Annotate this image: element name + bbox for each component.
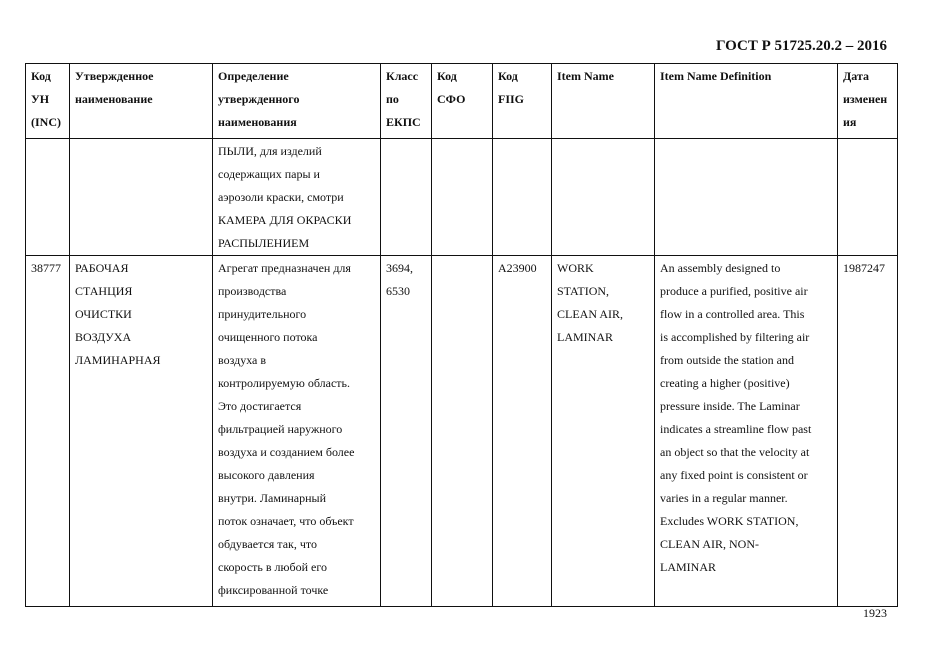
cell-text-line: 38777 [31, 261, 61, 275]
cell-text-line: Это достигается [218, 399, 302, 413]
cell-text-line: принудительного [218, 307, 307, 321]
nomenclature-table [25, 63, 898, 607]
table-row [26, 139, 898, 256]
cell-text-line: any fixed point is consistent or [660, 468, 808, 482]
cell-text-line: is accomplished by filtering air [660, 330, 810, 344]
cell-inc [26, 256, 70, 607]
cell-ekps-class [381, 256, 432, 607]
cell-text-line: фиксированной точке [218, 583, 329, 597]
cell-definition [213, 139, 381, 256]
cell-text-line: LAMINAR [557, 330, 613, 344]
cell-item-name-definition [655, 139, 838, 256]
cell-text-line: Код [437, 69, 457, 83]
table-row [26, 256, 898, 607]
document-title: ГОСТ Р 51725.20.2 – 2016 [715, 38, 887, 54]
cell-text-line: ЛАМИНАРНАЯ [75, 353, 161, 367]
cell-text-line: ПЫЛИ, для изделий [218, 144, 322, 158]
cell-change-date [838, 139, 898, 256]
cell-text-line: (INC) [31, 115, 61, 129]
cell-text-line: СТАНЦИЯ [75, 284, 133, 298]
cell-text-line: an object so that the velocity at [660, 445, 810, 459]
cell-text-line: An assembly designed to [660, 261, 781, 275]
cell-text-line: creating a higher (positive) [660, 376, 790, 390]
cell-fiig-code [493, 139, 552, 256]
header-cell-item-name [552, 64, 655, 139]
cell-text-line: Дата [843, 69, 869, 83]
cell-text-line: Определение [218, 69, 289, 83]
cell-text-line: Item Name [557, 69, 614, 83]
table-header-row [26, 64, 898, 139]
header-cell-definition [213, 64, 381, 139]
cell-text-line: производства [218, 284, 287, 298]
cell-text-line: изменен [843, 92, 888, 106]
cell-definition [213, 256, 381, 607]
cell-item-name [552, 139, 655, 256]
cell-text-line: Item Name Definition [660, 69, 772, 83]
cell-text-line: A23900 [498, 261, 537, 275]
cell-approved-name [70, 139, 213, 256]
cell-inc [26, 139, 70, 256]
cell-text-line: обдувается так, что [218, 537, 317, 551]
cell-text-line: pressure inside. The Laminar [660, 399, 800, 413]
cell-text-line: Код [498, 69, 518, 83]
cell-text-line: контролируемую область. [218, 376, 351, 390]
header-cell-fiig-code [493, 64, 552, 139]
header-cell-inc [26, 64, 70, 139]
cell-text-line: аэрозоли краски, смотри [218, 190, 344, 204]
cell-text-line: воздуха в [218, 353, 267, 367]
cell-text-line: ия [843, 115, 857, 129]
cell-text-line: внутри. Ламинарный [218, 491, 327, 505]
cell-text-line: ОЧИСТКИ [75, 307, 132, 321]
cell-text-line: WORK [557, 261, 594, 275]
cell-ekps-class [381, 139, 432, 256]
cell-text-line: фильтрацией наружного [218, 422, 343, 436]
cell-text-line: СФО [437, 92, 466, 106]
cell-text-line: Утвержденное [75, 69, 154, 83]
cell-text-line: высокого давления [218, 468, 315, 482]
cell-text-line: поток означает, что объект [218, 514, 354, 528]
cell-text-line: Excludes WORK STATION, [660, 514, 799, 528]
cell-text-line: ЕКПС [386, 115, 421, 129]
cell-text-line: УН [31, 92, 50, 106]
cell-text-line: STATION, [557, 284, 610, 298]
cell-text-line: Агрегат предназначен для [218, 261, 351, 275]
cell-fiig-code [493, 256, 552, 607]
cell-text-line: наименования [218, 115, 297, 129]
cell-approved-name [70, 256, 213, 607]
cell-text-line: по [386, 92, 399, 106]
cell-sfo-code [432, 256, 493, 607]
cell-text-line: indicates a streamline flow past [660, 422, 812, 436]
cell-text-line: РАБОЧАЯ [75, 261, 129, 275]
cell-text-line: LAMINAR [660, 560, 716, 574]
cell-text-line: 6530 [386, 284, 410, 298]
cell-item-name-definition [655, 256, 838, 607]
cell-text-line: 3694, [386, 261, 413, 275]
cell-text-line: очищенного потока [218, 330, 318, 344]
cell-text-line: flow in a controlled area. This [660, 307, 805, 321]
cell-text-line: утвержденного [218, 92, 300, 106]
cell-text-line: Код [31, 69, 51, 83]
cell-text-line: produce a purified, positive air [660, 284, 808, 298]
cell-item-name [552, 256, 655, 607]
cell-text-line: ВОЗДУХА [75, 330, 132, 344]
cell-text-line: from outside the station and [660, 353, 794, 367]
cell-text-line: CLEAN AIR, [557, 307, 623, 321]
cell-text-line: FIIG [498, 92, 525, 106]
cell-change-date [838, 256, 898, 607]
cell-text-line: скорость в любой его [218, 560, 327, 574]
header-cell-approved-name [70, 64, 213, 139]
header-cell-sfo-code [432, 64, 493, 139]
cell-text-line: Класс [386, 69, 419, 83]
cell-text-line: 1987247 [843, 261, 885, 275]
header-cell-ekps-class [381, 64, 432, 139]
cell-text-line: воздуха и созданием более [218, 445, 355, 459]
cell-text-line: наименование [75, 92, 153, 106]
cell-text-line: CLEAN AIR, NON- [660, 537, 759, 551]
cell-sfo-code [432, 139, 493, 256]
page-number: 1923 [863, 606, 887, 620]
cell-text-line: varies in a regular manner. [660, 491, 788, 505]
header-cell-change-date [838, 64, 898, 139]
cell-text-line: РАСПЫЛЕНИЕМ [218, 236, 310, 250]
header-cell-item-name-definition [655, 64, 838, 139]
cell-text-line: КАМЕРА ДЛЯ ОКРАСКИ [218, 213, 352, 227]
cell-text-line: содержащих пары и [218, 167, 320, 181]
